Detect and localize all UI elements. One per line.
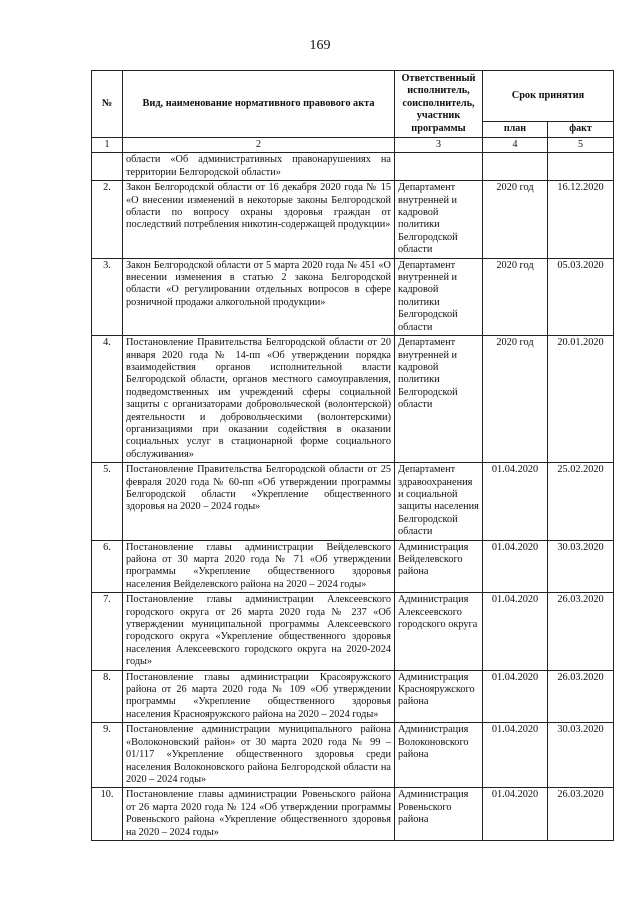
table-row bbox=[92, 788, 614, 841]
table-row bbox=[92, 540, 614, 593]
column-numbers-row bbox=[92, 138, 614, 153]
row-act-name: Постановление главы администрации Алексеевского городского округа от 26 марта 2020 года № 237 «Об утверждении муниципальной программы Алексеевского городского округа «Укрепление общественного здоровья населения Алексеевского городского округа на 2020-2024 годы» bbox=[123, 593, 395, 670]
header-plan: план bbox=[483, 122, 548, 138]
row-num: 2. bbox=[92, 181, 123, 258]
row-plan: 01.04.2020 bbox=[483, 670, 548, 723]
row-num: 9. bbox=[92, 723, 123, 788]
header-act-name: Вид, наименование нормативного правового акта bbox=[123, 71, 395, 138]
row-act-name: Закон Белгородской области от 16 декабря 2020 года № 15 «О внесении изменений в некоторые законы Белгородской области по вопросу охраны здоровья граждан от последствий потребления никотин-содержащей продукции» bbox=[123, 181, 395, 258]
row-fact: 26.03.2020 bbox=[548, 670, 614, 723]
table-row bbox=[92, 463, 614, 540]
table-row bbox=[92, 723, 614, 788]
row-num: 8. bbox=[92, 670, 123, 723]
header-deadline: Срок принятия bbox=[483, 71, 614, 122]
row-num: 5. bbox=[92, 463, 123, 540]
row-plan: 01.04.2020 bbox=[483, 723, 548, 788]
row-num: 6. bbox=[92, 540, 123, 593]
row-executor: Департамент внутренней и кадровой политики Белгородской области bbox=[395, 181, 483, 258]
row-plan: 2020 год bbox=[483, 258, 548, 335]
column-number: 3 bbox=[395, 138, 483, 153]
row-executor: Администрация Вейделевского района bbox=[395, 540, 483, 593]
row-fact: 16.12.2020 bbox=[548, 181, 614, 258]
table-row bbox=[92, 670, 614, 723]
row-fact: 25.02.2020 bbox=[548, 463, 614, 540]
row-fact: 05.03.2020 bbox=[548, 258, 614, 335]
row-act-name: Постановление Правительства Белгородской области от 20 января 2020 года № 14-пп «Об утверждении порядка взаимодействия органов исполнительной власти Белгородской области, органов местного самоуправления, подведомственных им учреждений сферы социальной защиты с организаторами добровольческой (волонтерской) деятельности и добровольческими (волонтерскими) организациями при оказании содействия в оказании социальных услуг в стационарной форме социального обслуживания» bbox=[123, 336, 395, 463]
table-row bbox=[92, 336, 614, 463]
row-fact: 26.03.2020 bbox=[548, 593, 614, 670]
row-plan: 01.04.2020 bbox=[483, 463, 548, 540]
row-num: 10. bbox=[92, 788, 123, 841]
row-plan: 01.04.2020 bbox=[483, 593, 548, 670]
row-plan: 2020 год bbox=[483, 336, 548, 463]
row-executor: Департамент здравоохранения и социальной защиты населения Белгородской области bbox=[395, 463, 483, 540]
row-fact: 26.03.2020 bbox=[548, 788, 614, 841]
row-fact: 20.01.2020 bbox=[548, 336, 614, 463]
row-plan: 01.04.2020 bbox=[483, 788, 548, 841]
table-row bbox=[92, 593, 614, 670]
row-plan: 01.04.2020 bbox=[483, 540, 548, 593]
row-act-name: Закон Белгородской области от 5 марта 2020 года № 451 «О внесении изменения в статью 2 закона Белгородской области «О регулировании отдельных вопросов в сфере розничной продажи алкогольной продукции» bbox=[123, 258, 395, 335]
column-number: 2 bbox=[123, 138, 395, 153]
row-executor: Администрация Ровеньского района bbox=[395, 788, 483, 841]
row-fact bbox=[548, 153, 614, 181]
header-executor: Ответственный исполнитель, соисполнитель, участник программы bbox=[395, 71, 483, 138]
row-act-name: Постановление главы администрации Ровеньского района от 26 марта 2020 года № 124 «Об утверждении программы Ровеньского района «Укрепление общественного здоровья на 2020 – 2024 годы» bbox=[123, 788, 395, 841]
row-executor: Администрация Краснояружского района bbox=[395, 670, 483, 723]
column-number: 4 bbox=[483, 138, 548, 153]
page-number: 169 bbox=[309, 38, 331, 53]
table-row bbox=[92, 258, 614, 335]
table-row bbox=[92, 181, 614, 258]
row-fact: 30.03.2020 bbox=[548, 723, 614, 788]
row-act-name: Постановление главы администрации Вейделевского района от 30 марта 2020 года № 71 «Об утверждении программы «Укрепление общественного здоровья населения Вейделевского района на 2020 – 2024 годы» bbox=[123, 540, 395, 593]
row-num bbox=[92, 153, 123, 181]
row-act-name: Постановление главы администрации Красояружского района от 26 марта 2020 года № 109 «Об утверждении программы «Укрепление общественного здоровья населения Краснояружского района на 2020 – 2024 годы» bbox=[123, 670, 395, 723]
row-executor: Департамент внутренней и кадровой политики Белгородской области bbox=[395, 258, 483, 335]
row-act-name: Постановление администрации муниципального района «Волоконовский район» от 30 марта 2020 года № 99 – 01/117 «Укрепление общественного здоровья среди населения Волоконовского района Белгородской области на 2020 – 2024 годы» bbox=[123, 723, 395, 788]
column-number: 1 bbox=[92, 138, 123, 153]
row-num: 7. bbox=[92, 593, 123, 670]
row-executor: Администрация Волоконовского района bbox=[395, 723, 483, 788]
table-row bbox=[92, 153, 614, 181]
row-num: 3. bbox=[92, 258, 123, 335]
header-fact: факт bbox=[548, 122, 614, 138]
row-executor: Департамент внутренней и кадровой политики Белгородской области bbox=[395, 336, 483, 463]
row-num: 4. bbox=[92, 336, 123, 463]
header-num: № bbox=[92, 71, 123, 138]
row-executor: Администрация Алексеевского городского округа bbox=[395, 593, 483, 670]
row-act-name: области «Об административных правонарушениях на территории Белгородской области» bbox=[123, 153, 395, 181]
normative-acts-table bbox=[91, 70, 614, 841]
row-fact: 30.03.2020 bbox=[548, 540, 614, 593]
row-plan: 2020 год bbox=[483, 181, 548, 258]
row-plan bbox=[483, 153, 548, 181]
column-number: 5 bbox=[548, 138, 614, 153]
row-act-name: Постановление Правительства Белгородской области от 25 февраля 2020 года № 60-пп «Об утверждении программы Белгородской области «Укрепление общественного здоровья на 2020 – 2024 годы» bbox=[123, 463, 395, 540]
row-executor bbox=[395, 153, 483, 181]
